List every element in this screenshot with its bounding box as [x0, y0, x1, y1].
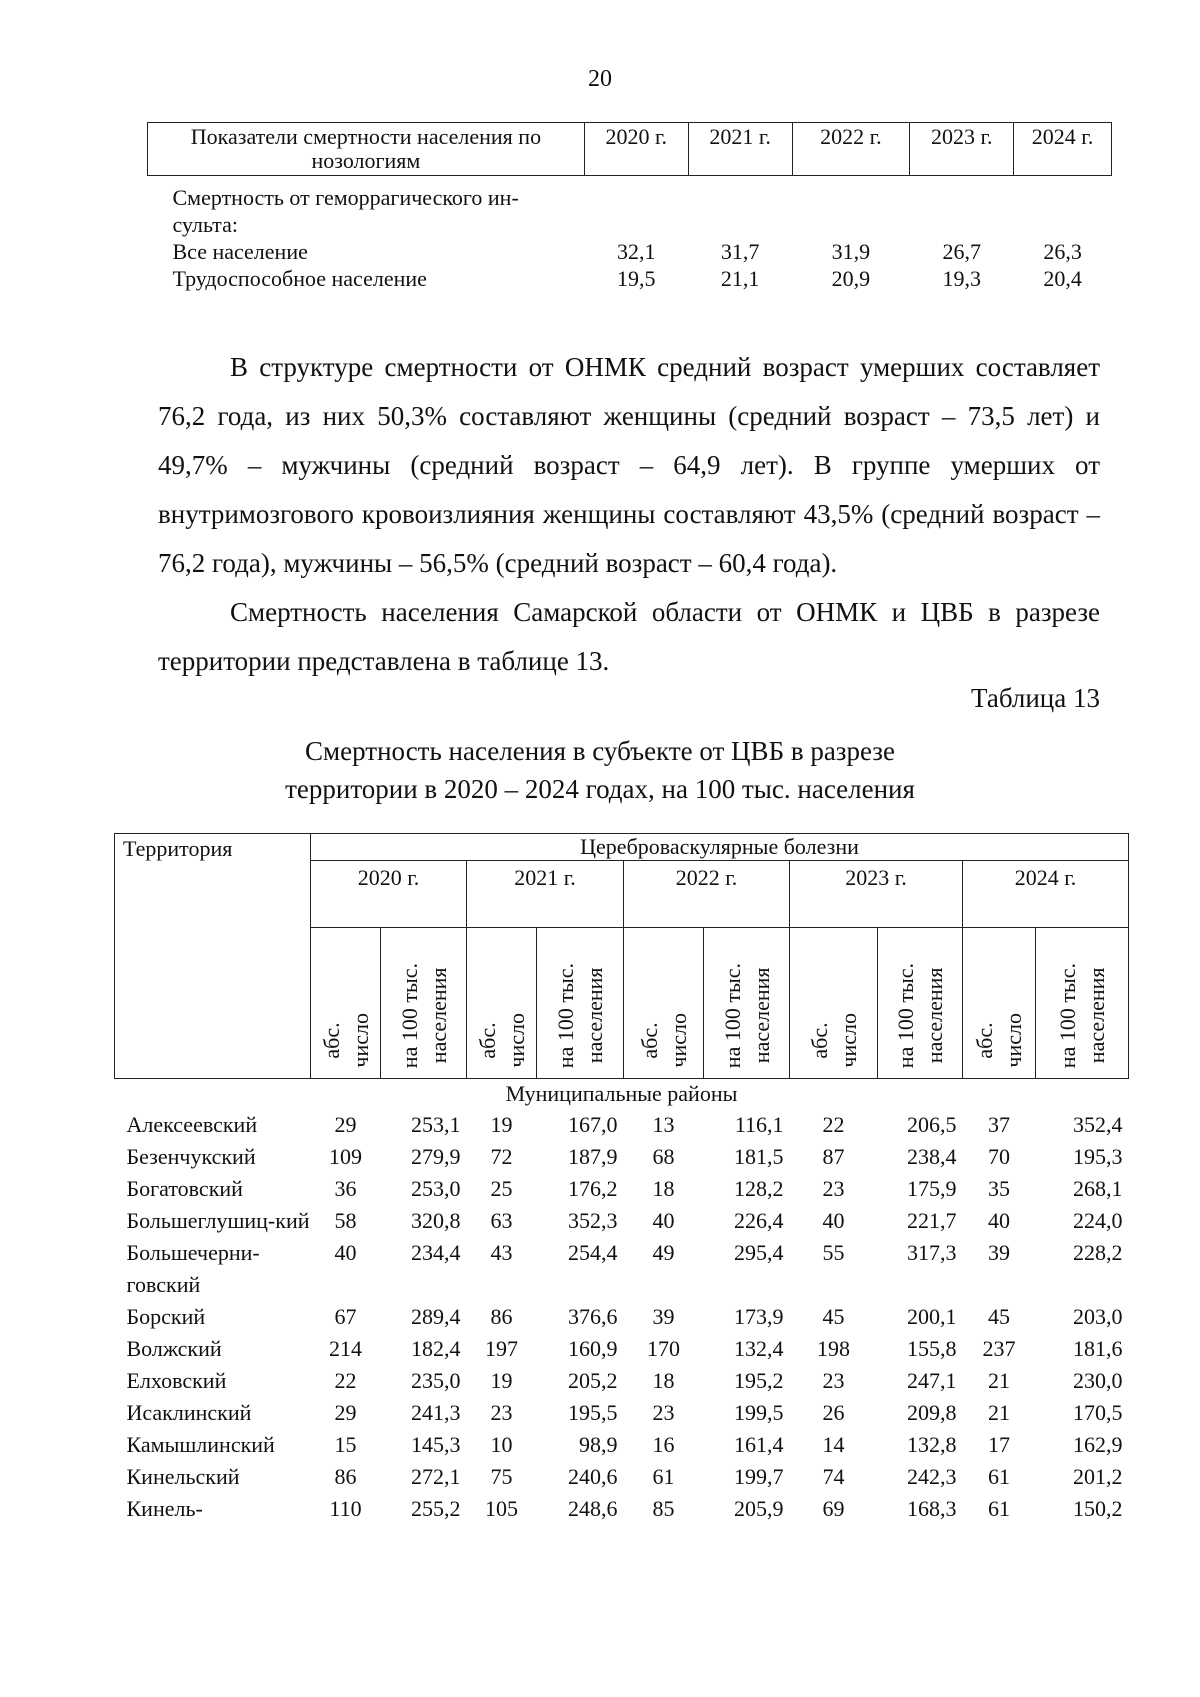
rate-per-100k: 128,2	[734, 1176, 784, 1201]
abs-count: 40	[334, 1240, 357, 1265]
year-header: 2023 г.	[910, 123, 1014, 176]
cell-value: 31,7	[720, 239, 760, 264]
table-row	[148, 265, 1112, 292]
abs-count: 197	[485, 1336, 518, 1361]
abs-count: 85	[652, 1496, 675, 1521]
rate-per-100k: 176,2	[568, 1176, 618, 1201]
territory-name: Борский	[126, 1304, 206, 1329]
abs-count: 19	[490, 1368, 513, 1393]
year-header: 2022 г.	[624, 861, 790, 928]
rate-per-100k: 224,0	[1073, 1208, 1123, 1233]
abs-count: 21	[988, 1368, 1010, 1393]
rate-per-100k: 234,4	[411, 1240, 461, 1265]
group-label: Смертность от геморрагического ин-сульта:	[172, 185, 519, 237]
rate-per-100k: 352,3	[568, 1208, 618, 1233]
abs-count: 39	[652, 1304, 675, 1329]
abs-count: 45	[822, 1304, 845, 1329]
cell-value: 31,9	[831, 239, 871, 264]
territory-name: Исаклинский	[126, 1400, 252, 1425]
abs-count: 15	[334, 1432, 357, 1457]
rate-per-100k: 228,2	[1073, 1240, 1123, 1265]
table-row	[115, 1301, 1129, 1333]
abs-count: 36	[334, 1176, 357, 1201]
territory-name: Елховский	[126, 1368, 227, 1393]
abs-count: 22	[822, 1112, 845, 1137]
sub-header-abs: абс. число	[467, 928, 537, 1079]
rate-per-100k: 199,7	[734, 1464, 784, 1489]
cell-value: 19,5	[617, 266, 656, 291]
rate-per-100k: 167,0	[568, 1112, 618, 1137]
sub-header-rate: на 100 тыс. населения	[381, 928, 467, 1079]
abs-count: 22	[334, 1368, 357, 1393]
sub-header-rate: на 100 тыс. населения	[878, 928, 963, 1079]
paragraph-table-ref: Смертность населения Самарской области от ОНМК и ЦВБ в разрезе территории представлена в таблице 13.	[158, 597, 1100, 676]
year-header: 2022 г.	[792, 123, 910, 176]
territory-name: Камышлинский	[126, 1432, 275, 1457]
group-header: Цереброваскулярные болезни	[311, 834, 1129, 861]
rate-per-100k: 268,1	[1073, 1176, 1123, 1201]
rate-per-100k: 195,3	[1073, 1144, 1123, 1169]
abs-count: 74	[822, 1464, 845, 1489]
table-row	[115, 1205, 1129, 1237]
abs-count: 10	[490, 1432, 513, 1457]
abs-count: 61	[988, 1496, 1010, 1521]
territory-name: Кинельский	[126, 1464, 240, 1489]
rate-per-100k: 209,8	[907, 1400, 957, 1425]
abs-count: 214	[329, 1336, 362, 1361]
abs-count: 63	[490, 1208, 513, 1233]
abs-count: 110	[329, 1496, 362, 1521]
cell-value: 32,1	[617, 239, 656, 264]
abs-count: 109	[329, 1144, 362, 1169]
rate-per-100k: 255,2	[411, 1496, 461, 1521]
rate-per-100k: 253,1	[411, 1112, 461, 1137]
rate-per-100k: 242,3	[907, 1464, 957, 1489]
abs-count: 105	[485, 1496, 518, 1521]
sub-header-rate: на 100 тыс. населения	[537, 928, 624, 1079]
rate-per-100k: 253,0	[411, 1176, 461, 1201]
abs-count: 21	[988, 1400, 1010, 1425]
sub-header-abs: абс. число	[963, 928, 1036, 1079]
rate-per-100k: 170,5	[1073, 1400, 1123, 1425]
rate-per-100k: 254,4	[568, 1240, 618, 1265]
abs-count: 72	[490, 1144, 513, 1169]
rate-per-100k: 247,1	[907, 1368, 957, 1393]
abs-count: 23	[652, 1400, 675, 1425]
rate-per-100k: 235,0	[411, 1368, 461, 1393]
table-row	[115, 1173, 1129, 1205]
rate-per-100k: 182,4	[411, 1336, 461, 1361]
sub-header-abs: абс. число	[790, 928, 878, 1079]
abs-count: 68	[652, 1144, 675, 1169]
row-label: Трудоспособное население	[172, 266, 427, 291]
abs-count: 55	[822, 1240, 845, 1265]
table-row	[115, 1461, 1129, 1493]
rate-per-100k: 155,8	[907, 1336, 957, 1361]
abs-count: 13	[652, 1112, 675, 1137]
abs-count: 25	[490, 1176, 513, 1201]
paragraph-structure: В структуре смертности от ОНМК средний возраст умерших составляет 76,2 года, из них 50,3% составляют женщины (средний возраст – 73,5 лет) и 49,7% – мужчины (средний возраст – 64,9 лет). В группе умерших от внутримозгового кровоизлияния женщины составляют 43,5% (средний возраст – 76,2 года), мужчины – 56,5% (средний возраст – 60,4 года).	[158, 352, 1100, 578]
abs-count: 23	[490, 1400, 513, 1425]
rate-per-100k: 195,2	[734, 1368, 784, 1393]
abs-count: 58	[334, 1208, 357, 1233]
abs-count: 26	[822, 1400, 845, 1425]
cell-value: 20,4	[1043, 266, 1082, 291]
table-title	[0, 732, 1200, 808]
abs-count: 49	[652, 1240, 675, 1265]
abs-count: 40	[988, 1208, 1010, 1233]
abs-count: 40	[822, 1208, 845, 1233]
abs-count: 61	[652, 1464, 675, 1489]
rate-per-100k: 187,9	[568, 1144, 618, 1169]
row-label: Все население	[172, 239, 308, 264]
year-header: 2021 г.	[688, 123, 792, 176]
territory-name: Кинель-	[126, 1496, 203, 1521]
cell-value: 26,7	[942, 239, 981, 264]
rate-per-100k: 160,9	[568, 1336, 618, 1361]
abs-count: 39	[988, 1240, 1010, 1265]
year-header: 2021 г.	[467, 861, 624, 928]
territory-name: Богатовский	[126, 1176, 243, 1201]
rate-per-100k: 132,4	[734, 1336, 784, 1361]
table-row	[115, 1333, 1129, 1365]
rate-per-100k: 173,9	[734, 1304, 784, 1329]
sub-header-rate: на 100 тыс. населения	[704, 928, 790, 1079]
abs-count: 37	[988, 1112, 1010, 1137]
abs-count: 29	[334, 1112, 357, 1137]
rate-per-100k: 116,1	[734, 1112, 784, 1137]
rate-per-100k: 320,8	[411, 1208, 461, 1233]
table-row	[115, 1397, 1129, 1429]
territory-name: Большеглушиц-кий	[126, 1208, 310, 1233]
abs-count: 198	[817, 1336, 850, 1361]
rate-per-100k: 376,6	[568, 1304, 618, 1329]
page-number: 20	[588, 66, 612, 92]
rate-per-100k: 241,3	[411, 1400, 461, 1425]
year-header: 2023 г.	[790, 861, 963, 928]
rate-per-100k: 279,9	[411, 1144, 461, 1169]
rate-per-100k: 132,8	[907, 1432, 957, 1457]
abs-count: 29	[334, 1400, 357, 1425]
rate-per-100k: 150,2	[1073, 1496, 1123, 1521]
nosology-header: Показатели смертности населения по нозологиям	[148, 123, 585, 176]
rate-per-100k: 181,6	[1073, 1336, 1123, 1361]
abs-count: 19	[490, 1112, 513, 1137]
rate-per-100k: 205,2	[568, 1368, 618, 1393]
rate-per-100k: 352,4	[1073, 1112, 1123, 1137]
abs-count: 45	[988, 1304, 1010, 1329]
table-title-line: Смертность населения в субъекте от ЦВБ в разрезе	[305, 736, 895, 766]
rate-per-100k: 195,5	[568, 1400, 618, 1425]
abs-count: 67	[334, 1304, 357, 1329]
abs-count: 18	[652, 1176, 675, 1201]
abs-count: 18	[652, 1368, 675, 1393]
cell-value: 19,3	[942, 266, 981, 291]
rate-per-100k: 238,4	[907, 1144, 957, 1169]
abs-count: 23	[822, 1176, 845, 1201]
rate-per-100k: 199,5	[734, 1400, 784, 1425]
rate-per-100k: 272,1	[411, 1464, 461, 1489]
rate-per-100k: 206,5	[907, 1112, 957, 1137]
rate-per-100k: 248,6	[568, 1496, 618, 1521]
rate-per-100k: 221,7	[907, 1208, 957, 1233]
abs-count: 170	[647, 1336, 680, 1361]
abs-count: 87	[822, 1144, 845, 1169]
rate-per-100k: 145,3	[411, 1432, 461, 1457]
rate-per-100k: 230,0	[1073, 1368, 1123, 1393]
table-row	[148, 238, 1112, 265]
table-row	[115, 1237, 1129, 1301]
cell-value: 20,9	[831, 266, 871, 291]
rate-per-100k: 295,4	[734, 1240, 784, 1265]
territory-name: Алексеевский	[126, 1112, 258, 1137]
rate-per-100k: 203,0	[1073, 1304, 1123, 1329]
rate-per-100k: 205,9	[734, 1496, 784, 1521]
rate-per-100k: 98,9	[579, 1432, 618, 1457]
rate-per-100k: 200,1	[907, 1304, 957, 1329]
rate-per-100k: 161,4	[734, 1432, 784, 1457]
territory-header: Территория	[115, 834, 311, 1079]
rate-per-100k: 317,3	[907, 1240, 957, 1265]
cell-value: 21,1	[720, 266, 760, 291]
table-row	[115, 1493, 1129, 1525]
rate-per-100k: 289,4	[411, 1304, 461, 1329]
rate-per-100k: 181,5	[734, 1144, 784, 1169]
section-header: Муниципальные районы	[505, 1081, 738, 1106]
year-header: 2024 г.	[963, 861, 1129, 928]
table-row	[115, 1109, 1129, 1141]
sub-header-rate: на 100 тыс. населения	[1036, 928, 1129, 1079]
rate-per-100k: 201,2	[1073, 1464, 1123, 1489]
abs-count: 86	[334, 1464, 357, 1489]
table-row	[115, 1365, 1129, 1397]
sub-header-abs: абс. число	[311, 928, 381, 1079]
table-row	[115, 1429, 1129, 1461]
abs-count: 61	[988, 1464, 1010, 1489]
year-header: 2024 г.	[1014, 123, 1112, 176]
territory-name: Волжский	[126, 1336, 222, 1361]
rate-per-100k: 168,3	[907, 1496, 957, 1521]
abs-count: 35	[988, 1176, 1010, 1201]
abs-count: 75	[490, 1464, 513, 1489]
abs-count: 23	[822, 1368, 845, 1393]
rate-per-100k: 240,6	[568, 1464, 618, 1489]
rate-per-100k: 175,9	[907, 1176, 957, 1201]
mortality-nosology-table	[147, 122, 1112, 292]
abs-count: 14	[822, 1432, 845, 1457]
territory-name: Безенчукский	[126, 1144, 256, 1169]
abs-count: 40	[652, 1208, 675, 1233]
sub-header-abs: абс. число	[624, 928, 704, 1079]
table-label: Таблица 13	[971, 683, 1100, 713]
rate-per-100k: 226,4	[734, 1208, 784, 1233]
rate-per-100k: 162,9	[1073, 1432, 1123, 1457]
table-title-line: территории в 2020 – 2024 годах, на 100 тыс. населения	[285, 774, 915, 804]
territory-name: Большечерни-говский	[126, 1240, 260, 1297]
cell-value: 26,3	[1043, 239, 1082, 264]
abs-count: 43	[490, 1240, 513, 1265]
abs-count: 237	[982, 1336, 1016, 1361]
abs-count: 69	[822, 1496, 845, 1521]
year-header: 2020 г.	[311, 861, 467, 928]
abs-count: 86	[490, 1304, 513, 1329]
cvd-mortality-table	[114, 833, 1129, 1525]
abs-count: 17	[988, 1432, 1010, 1457]
abs-count: 70	[988, 1144, 1010, 1169]
year-header: 2020 г.	[584, 123, 688, 176]
abs-count: 16	[652, 1432, 675, 1457]
table-row	[115, 1141, 1129, 1173]
